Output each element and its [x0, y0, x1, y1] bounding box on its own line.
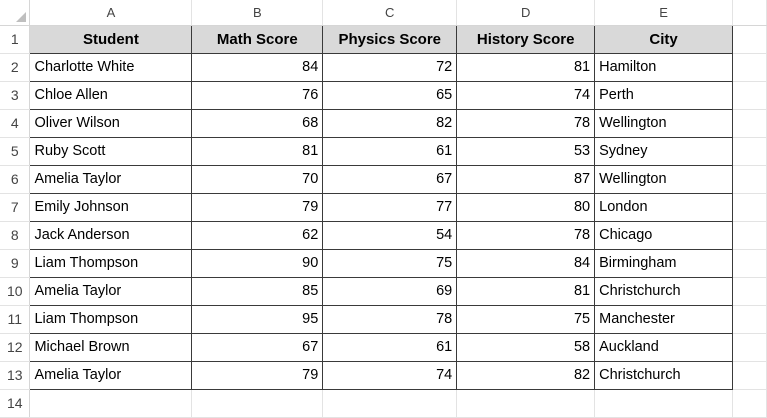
cell-d11[interactable]: 75 — [457, 305, 595, 333]
cell-f7[interactable] — [733, 193, 767, 221]
cell-a5[interactable]: Ruby Scott — [30, 137, 192, 165]
sheet-row — [0, 277, 767, 305]
cell-d3[interactable]: 74 — [457, 81, 595, 109]
sheet-row — [0, 137, 767, 165]
cell-a3[interactable]: Chloe Allen — [30, 81, 192, 109]
cell-a8[interactable]: Jack Anderson — [30, 221, 192, 249]
row-header[interactable]: 9 — [0, 249, 30, 277]
sheet-row — [0, 221, 767, 249]
cell-c9[interactable]: 75 — [323, 249, 457, 277]
select-all-corner[interactable] — [0, 0, 30, 25]
cell-a6[interactable]: Amelia Taylor — [30, 165, 192, 193]
row-header[interactable]: 12 — [0, 333, 30, 361]
header-cell-d[interactable]: History Score — [457, 25, 595, 53]
cell-f1[interactable] — [733, 25, 767, 53]
sheet-row — [0, 333, 767, 361]
cell-c12[interactable]: 61 — [323, 333, 457, 361]
sheet-row — [0, 25, 767, 53]
cell-b7[interactable]: 79 — [192, 193, 323, 221]
cell-a9[interactable]: Liam Thompson — [30, 249, 192, 277]
cell-e3[interactable]: Perth — [595, 81, 733, 109]
sheet-row — [0, 249, 767, 277]
cell-e9[interactable]: Birmingham — [595, 249, 733, 277]
cell-b11[interactable]: 95 — [192, 305, 323, 333]
cell-e5[interactable]: Sydney — [595, 137, 733, 165]
cell-a12[interactable]: Michael Brown — [30, 333, 192, 361]
cell-b3[interactable]: 76 — [192, 81, 323, 109]
cell-d7[interactable]: 80 — [457, 193, 595, 221]
cell-f13[interactable] — [733, 361, 767, 389]
sheet-row — [0, 53, 767, 81]
cell-d10[interactable]: 81 — [457, 277, 595, 305]
cell-d9[interactable]: 84 — [457, 249, 595, 277]
cell-d8[interactable]: 78 — [457, 221, 595, 249]
row-header[interactable]: 2 — [0, 53, 30, 81]
cell-f14[interactable] — [733, 389, 767, 417]
sheet-row — [0, 81, 767, 109]
cell-a7[interactable]: Emily Johnson — [30, 193, 192, 221]
cell-a13[interactable]: Amelia Taylor — [30, 361, 192, 389]
sheet-row — [0, 193, 767, 221]
cell-e4[interactable]: Wellington — [595, 109, 733, 137]
column-header-a[interactable]: A — [30, 0, 192, 25]
cell-a4[interactable]: Oliver Wilson — [30, 109, 192, 137]
cell-a2[interactable]: Charlotte White — [30, 53, 192, 81]
cell-d5[interactable]: 53 — [457, 137, 595, 165]
cell-b4[interactable]: 68 — [192, 109, 323, 137]
row-header[interactable]: 13 — [0, 361, 30, 389]
cell-d2[interactable]: 81 — [457, 53, 595, 81]
cell-c6[interactable]: 67 — [323, 165, 457, 193]
cell-f6[interactable] — [733, 165, 767, 193]
row-header[interactable]: 6 — [0, 165, 30, 193]
cell-e8[interactable]: Chicago — [595, 221, 733, 249]
cell-c3[interactable]: 65 — [323, 81, 457, 109]
cell-d14[interactable] — [457, 389, 595, 417]
cell-c10[interactable]: 69 — [323, 277, 457, 305]
cell-f12[interactable] — [733, 333, 767, 361]
row-header[interactable]: 7 — [0, 193, 30, 221]
cell-e13[interactable]: Christchurch — [595, 361, 733, 389]
cell-c11[interactable]: 78 — [323, 305, 457, 333]
cell-c5[interactable]: 61 — [323, 137, 457, 165]
cell-f8[interactable] — [733, 221, 767, 249]
cell-c7[interactable]: 77 — [323, 193, 457, 221]
cell-b12[interactable]: 67 — [192, 333, 323, 361]
cell-b5[interactable]: 81 — [192, 137, 323, 165]
cell-c14[interactable] — [323, 389, 457, 417]
cell-b6[interactable]: 70 — [192, 165, 323, 193]
header-cell-e[interactable]: City — [595, 25, 733, 53]
select-all-icon — [16, 12, 26, 22]
sheet-row — [0, 389, 767, 417]
cell-b10[interactable]: 85 — [192, 277, 323, 305]
row-header[interactable]: 11 — [0, 305, 30, 333]
cell-c8[interactable]: 54 — [323, 221, 457, 249]
cell-b2[interactable]: 84 — [192, 53, 323, 81]
column-header-f[interactable] — [733, 0, 767, 25]
cell-d12[interactable]: 58 — [457, 333, 595, 361]
sheet-row — [0, 165, 767, 193]
column-header-e[interactable]: E — [595, 0, 733, 25]
cell-b13[interactable]: 79 — [192, 361, 323, 389]
cell-b14[interactable] — [192, 389, 323, 417]
sheet-row — [0, 361, 767, 389]
cell-e6[interactable]: Wellington — [595, 165, 733, 193]
cell-a14[interactable] — [30, 389, 192, 417]
row-header[interactable]: 10 — [0, 277, 30, 305]
cell-f2[interactable] — [733, 53, 767, 81]
column-header-d[interactable]: D — [457, 0, 595, 25]
column-header-c[interactable]: C — [323, 0, 457, 25]
header-cell-b[interactable]: Math Score — [192, 25, 323, 53]
header-cell-c[interactable]: Physics Score — [323, 25, 457, 53]
row-header[interactable]: 5 — [0, 137, 30, 165]
cell-d13[interactable]: 82 — [457, 361, 595, 389]
cell-f4[interactable] — [733, 109, 767, 137]
row-header[interactable]: 14 — [0, 389, 30, 417]
header-cell-a[interactable]: Student — [30, 25, 192, 53]
cell-d6[interactable]: 87 — [457, 165, 595, 193]
cell-d4[interactable]: 78 — [457, 109, 595, 137]
cell-a11[interactable]: Liam Thompson — [30, 305, 192, 333]
sheet-row — [0, 109, 767, 137]
cell-e11[interactable]: Manchester — [595, 305, 733, 333]
cell-f3[interactable] — [733, 81, 767, 109]
cell-c4[interactable]: 82 — [323, 109, 457, 137]
cell-f11[interactable] — [733, 305, 767, 333]
cell-e12[interactable]: Auckland — [595, 333, 733, 361]
row-header[interactable]: 3 — [0, 81, 30, 109]
sheet-row — [0, 305, 767, 333]
cell-e2[interactable]: Hamilton — [595, 53, 733, 81]
row-header[interactable]: 8 — [0, 221, 30, 249]
cell-e7[interactable]: London — [595, 193, 733, 221]
cell-f5[interactable] — [733, 137, 767, 165]
column-header-b[interactable]: B — [192, 0, 323, 25]
cell-e14[interactable] — [595, 389, 733, 417]
column-header-row — [0, 0, 767, 25]
cell-c13[interactable]: 74 — [323, 361, 457, 389]
cell-a10[interactable]: Amelia Taylor — [30, 277, 192, 305]
row-header[interactable]: 1 — [0, 25, 30, 53]
cell-e10[interactable]: Christchurch — [595, 277, 733, 305]
cell-c2[interactable]: 72 — [323, 53, 457, 81]
cell-f10[interactable] — [733, 277, 767, 305]
cell-b9[interactable]: 90 — [192, 249, 323, 277]
cell-b8[interactable]: 62 — [192, 221, 323, 249]
row-header[interactable]: 4 — [0, 109, 30, 137]
cell-f9[interactable] — [733, 249, 767, 277]
